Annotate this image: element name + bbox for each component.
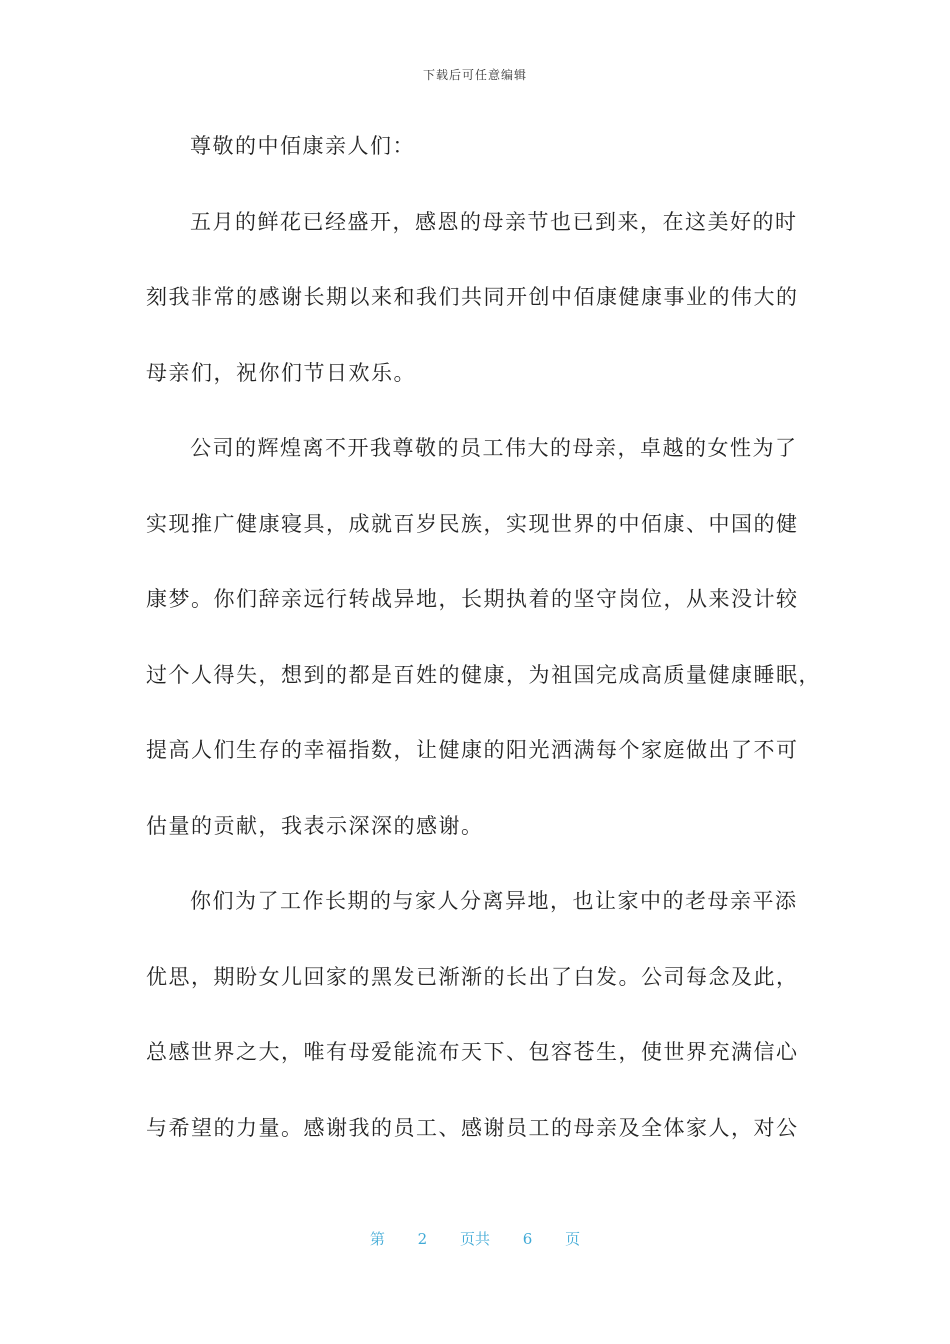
paragraph-line: 总感世界之大，唯有母爱能流布天下、包容苍生，使世界充满信心 xyxy=(146,1040,799,1064)
paragraph-line: 实现推广健康寝具，成就百岁民族，实现世界的中佰康、中国的健 xyxy=(146,511,799,536)
paragraph-line: 优思，期盼女儿回家的黑发已渐渐的长出了白发。公司每念及此， xyxy=(146,964,799,989)
footer-suffix: 页 xyxy=(565,1230,581,1248)
paragraph-line: 母亲们，祝你们节日欢乐。 xyxy=(146,360,416,385)
paragraph-line: 康梦。你们辞亲远行转战异地，长期执着的坚守岗位，从来没计较 xyxy=(146,587,799,611)
paragraph-line: 估量的贡献，我表示深深的感谢。 xyxy=(146,813,484,838)
header-note: 下载后可任意编辑 xyxy=(422,68,527,82)
document-body xyxy=(146,124,821,1181)
paragraph-line: 过个人得失，想到的都是百姓的健康，为祖国完成高质量健康睡眠， xyxy=(146,662,821,687)
total-pages-number: 6 xyxy=(522,1230,533,1248)
paragraph-line: 你们为了工作长期的与家人分离异地，也让家中的老母亲平添 xyxy=(190,889,798,913)
paragraph-line: 公司的辉煌离不开我尊敬的员工伟大的母亲，卓越的女性为了 xyxy=(190,436,798,460)
current-page-number: 2 xyxy=(417,1230,428,1248)
paragraph-line: 刻我非常的感谢长期以来和我们共同开创中佰康健康事业的伟大的 xyxy=(146,285,799,309)
page-footer xyxy=(0,1228,950,1249)
paragraph-line: 五月的鲜花已经盛开，感恩的母亲节也已到来，在这美好的时 xyxy=(190,209,798,234)
paragraph-line: 提高人们生存的幸福指数，让健康的阳光洒满每个家庭做出了不可 xyxy=(146,738,799,762)
salutation-line: 尊敬的中佰康亲人们： xyxy=(190,134,415,158)
footer-middle: 页共 xyxy=(459,1230,490,1248)
paragraph-line: 与希望的力量。感谢我的员工、感谢员工的母亲及全体家人，对公 xyxy=(146,1115,799,1140)
footer-prefix: 第 xyxy=(369,1230,385,1248)
